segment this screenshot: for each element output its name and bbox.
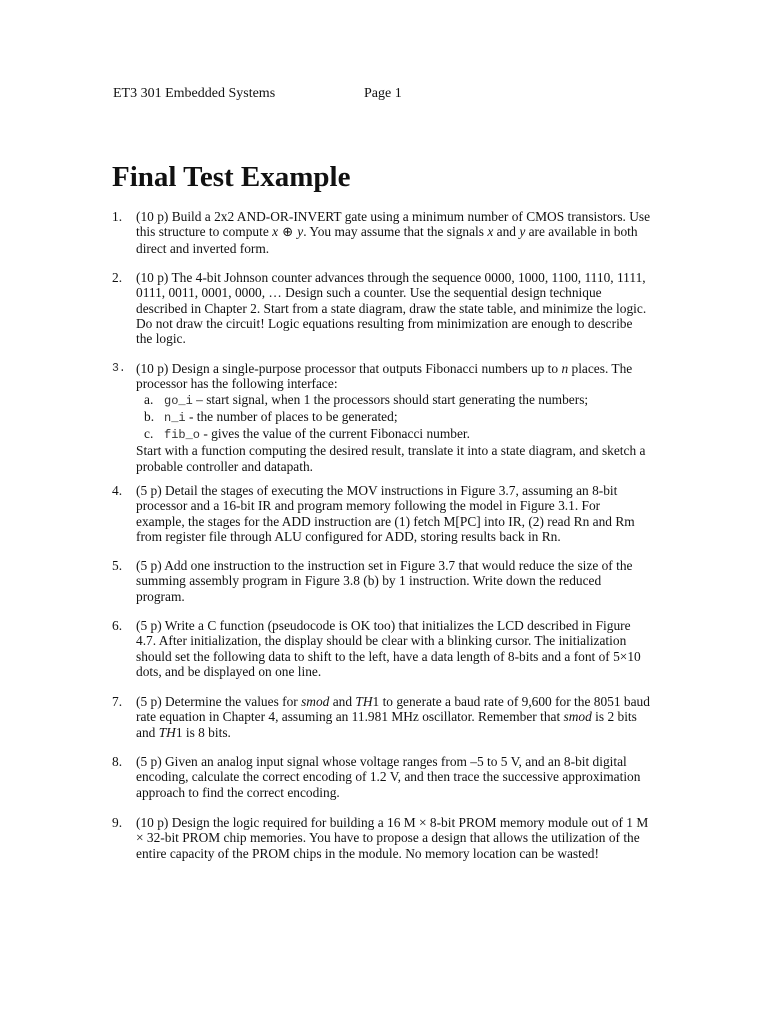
- question-number: 5.: [112, 558, 123, 573]
- question-text: (10 p) Design a single-purpose processor that outputs Fibonacci numbers up to n places. The processor has the following interface: a. go_i – start signal, when 1 the processors should start generating the numbers; b. n_i - the number of places to be generated; c. fib_o - gives the value of the current Fibonacci number. Start with a function computing the desired result, translate it into a state diagram, and sketch a probable controller and datapath.: [136, 361, 652, 474]
- xor-symbol: ⊕: [278, 225, 298, 241]
- interface-item: a. go_i – start signal, when 1 the processors should start generating the numbers;: [144, 391, 589, 408]
- question-text: (5 p) Determine the values for smod and TH1 to generate a baud rate of 9,600 for the 8051 baud rate equation in Chapter 4, assuming an 11.981 MHz oscillator. Remember that smod is 2 bits and TH1 is 8 bits.: [136, 694, 650, 740]
- question-number: 2.: [112, 270, 123, 285]
- question-text: (5 p) Detail the stages of executing the MOV instructions in Figure 3.7, assuming an 8-bit processor and a 16-bit IR and program memory following the model in Figure 3.1. For example, the stages for the ADD instruction are (1) fetch M[PC] into IR, (2) read Rn and Rm from register file through ALU configured for ADD, storing results back in Rn.: [136, 483, 635, 544]
- question-text: (10 p) Build a 2x2 AND-OR-INVERT gate using a minimum number of CMOS transistors. Use this structure to compute x ⊕ y. You may assume that the signals x and y are available in both direct and inverted form.: [136, 209, 651, 256]
- signal-name: fib_o: [164, 428, 201, 443]
- interface-list: [136, 392, 652, 444]
- question-number: 8.: [112, 754, 123, 769]
- question-text: (5 p) Write a C function (pseudocode is OK too) that initializes the LCD described in Figure 4.7. After initialization, the display should be clear with a blinking cursor. The initialization should set the following data to shift to the left, have a data length of 8-bits and a font of 5×10 dots, and be displayed on one line.: [136, 618, 641, 679]
- question-2: [112, 270, 652, 346]
- header-course: ET3 301 Embedded Systems: [113, 86, 276, 101]
- question-6: [112, 618, 652, 679]
- question-3: [112, 361, 652, 474]
- question-9: [112, 815, 652, 861]
- question-5: [112, 558, 652, 604]
- question-text: (10 p) The 4-bit Johnson counter advances through the sequence 0000, 1000, 1100, 1110, 1111, 0111, 0011, 0001, 0000, … Design such a counter. Use the sequential design technique described in Chapter 2. Start from a state diagram, draw the state table, and minimize the logic. Do not draw the circuit! Logic equations resulting from minimization are enough to describe the logic.: [136, 270, 647, 347]
- question-text: (10 p) Design the logic required for building a 16 M × 8-bit PROM memory module out of 1 M × 32-bit PROM chip memories. You have to propose a design that allows the utilization of the entire capacity of the PROM chips in the module. No memory location can be wasted!: [136, 815, 649, 861]
- page-title: Final Test Example: [112, 161, 351, 193]
- interface-item: b. n_i - the number of places to be generated;: [144, 408, 398, 425]
- question-number: 7.: [112, 694, 123, 709]
- question-number: 9.: [112, 815, 123, 830]
- question-number: 6.: [112, 618, 123, 633]
- header-page-number: Page 1: [364, 86, 402, 101]
- question-text: (5 p) Add one instruction to the instruction set in Figure 3.7 that would reduce the size of the summing assembly program in Figure 3.8 (b) by 1 instruction. Write down the reduced program.: [136, 558, 633, 604]
- question-number: 4.: [112, 483, 123, 498]
- interface-item: c. fib_o - gives the value of the current Fibonacci number.: [144, 426, 470, 443]
- question-7: [112, 694, 652, 740]
- question-1: [112, 209, 652, 256]
- question-8: [112, 754, 652, 800]
- signal-name: go_i: [164, 393, 193, 408]
- question-number: 1.: [112, 209, 123, 224]
- question-number: 3.: [112, 362, 126, 375]
- question-text: (5 p) Given an analog input signal whose voltage ranges from –5 to 5 V, and an 8-bit digital encoding, calculate the correct encoding of 1.2 V, and then trace the successive approximation approach to find the correct encoding.: [136, 754, 641, 800]
- question-4: [112, 483, 652, 544]
- signal-name: n_i: [164, 410, 186, 425]
